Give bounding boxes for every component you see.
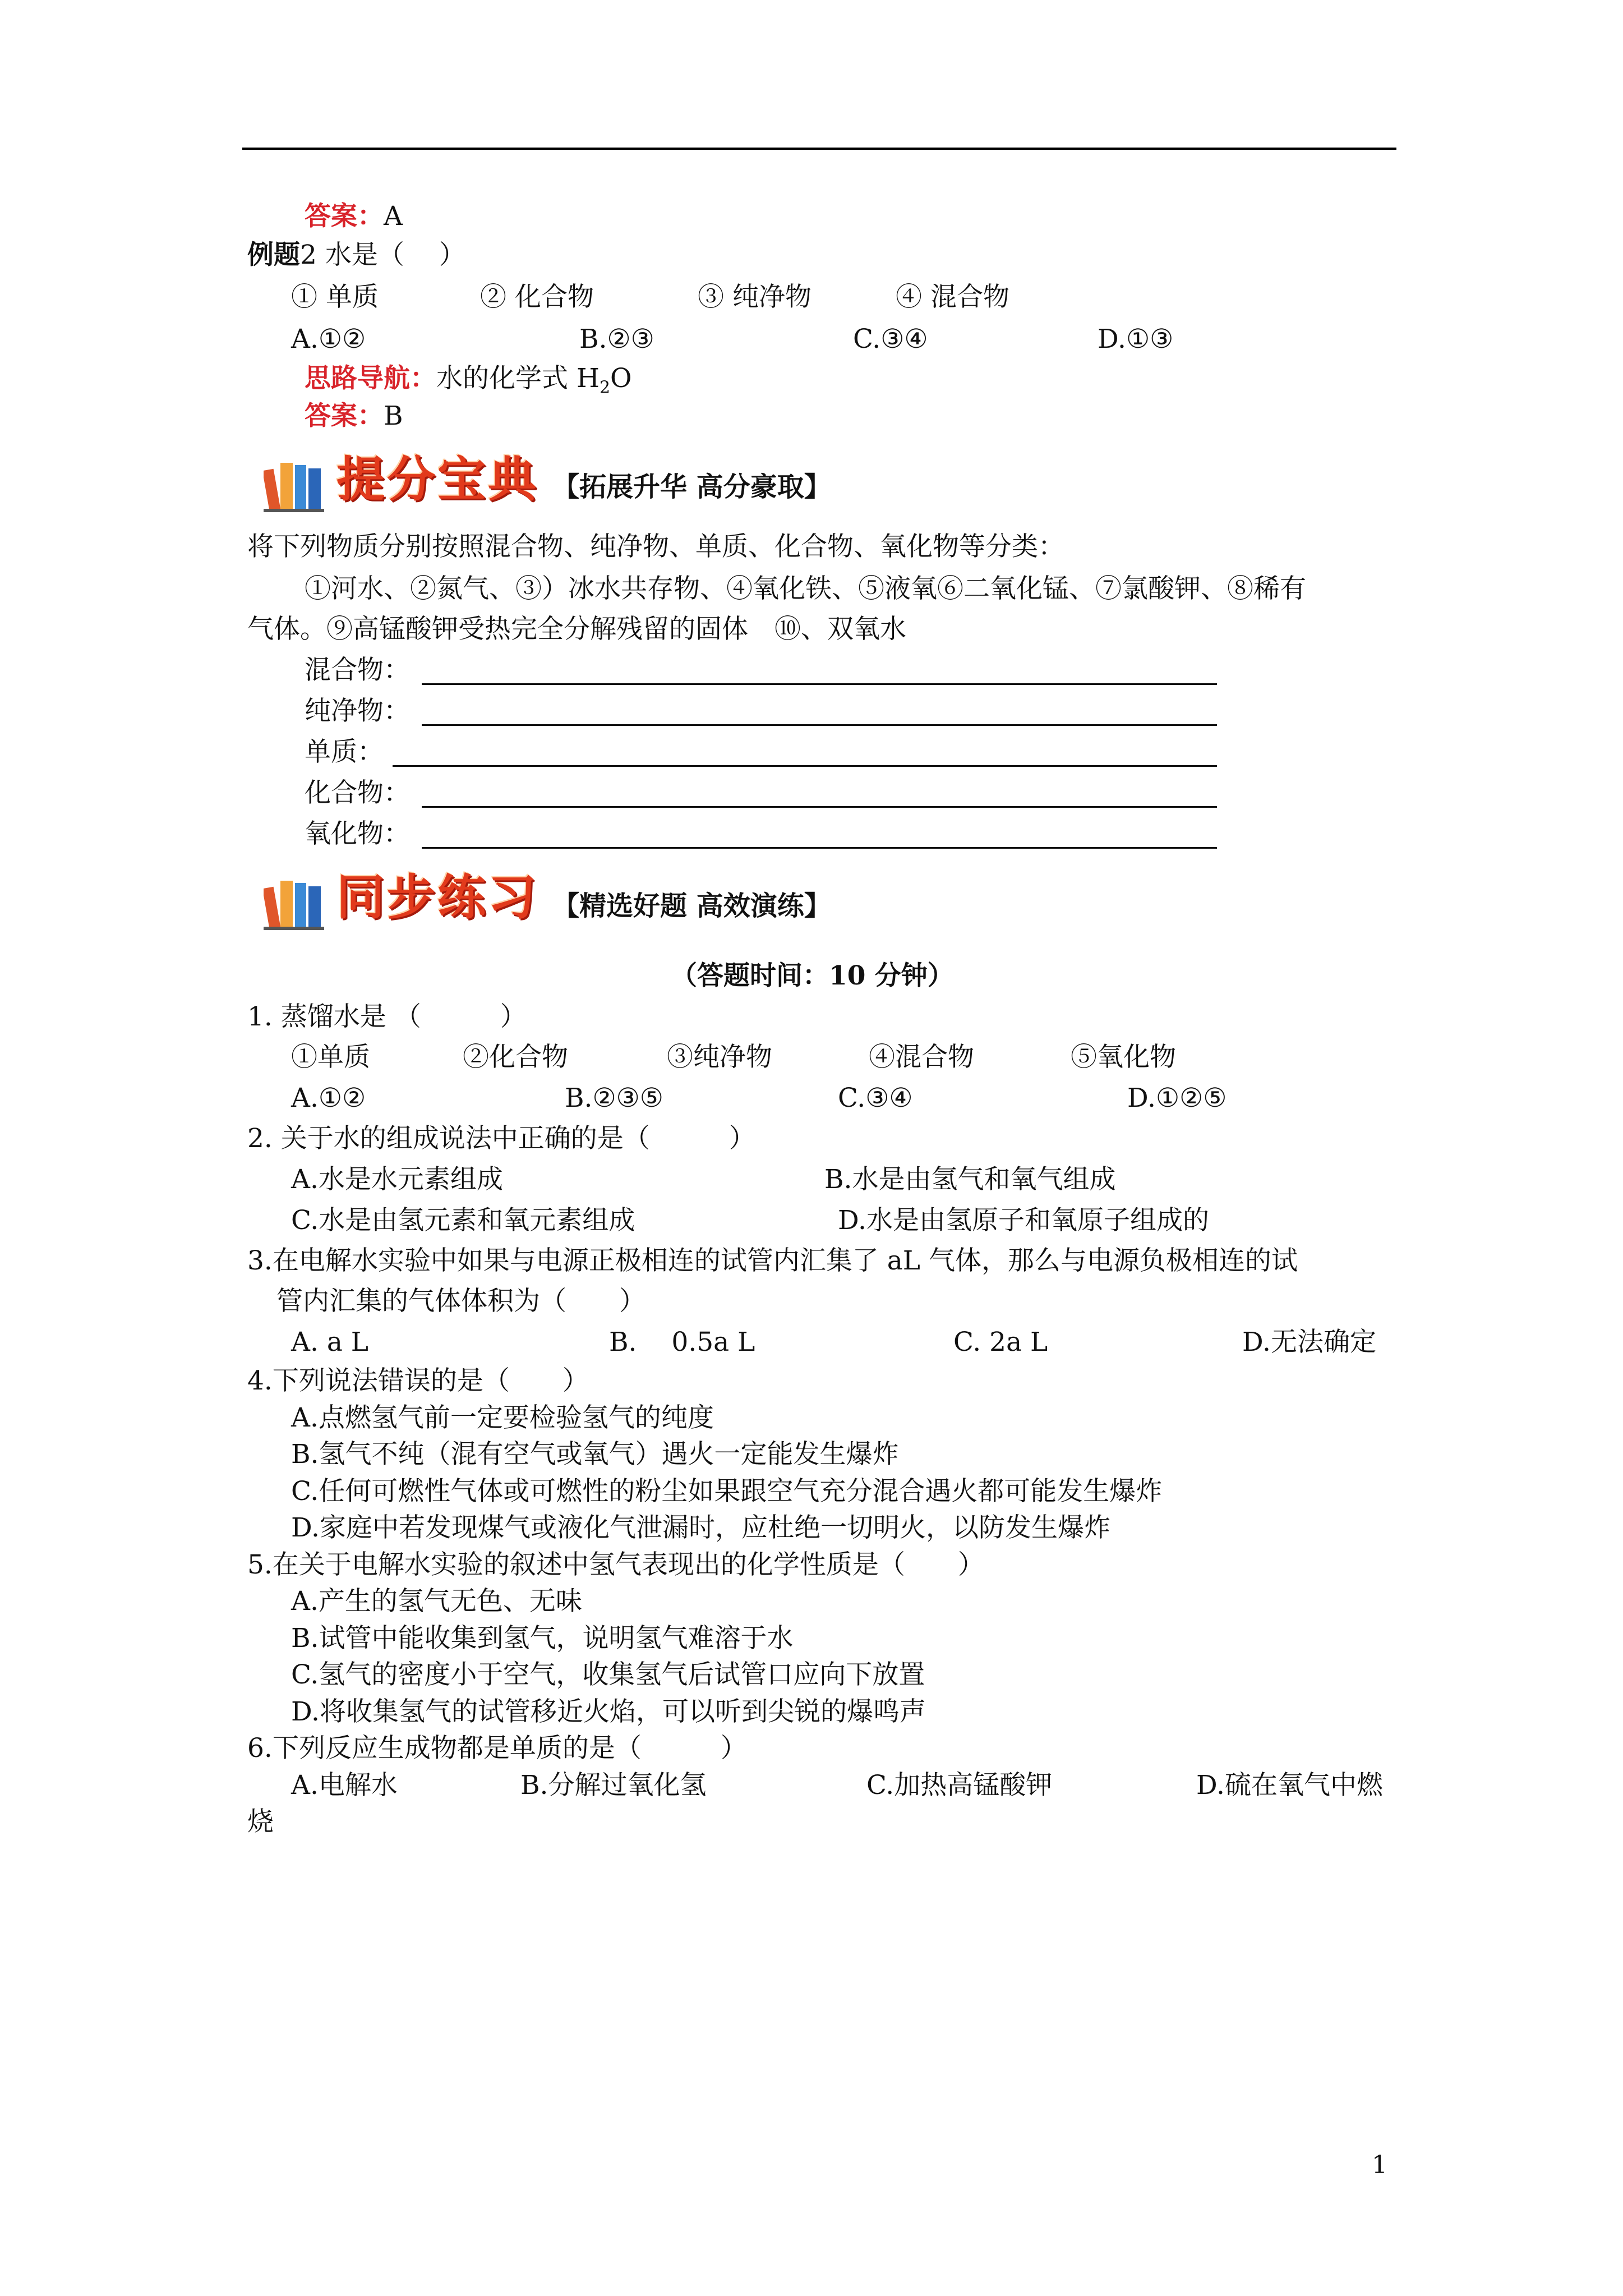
hint-text: 水的化学式 H xyxy=(436,363,600,394)
q1-choice-b: B.②③⑤ xyxy=(565,1083,663,1114)
q3-choice-b: B. 0.5a L xyxy=(609,1327,755,1358)
banner-subtitle-tongbu: 【精选好题 高效演练】 xyxy=(552,890,831,922)
q6-choice-c: C.加热高锰酸钾 xyxy=(866,1770,1053,1801)
blank-label-pure: 纯净物： xyxy=(305,696,410,726)
q1-option-3: ③纯净物 xyxy=(667,1042,772,1073)
example2-answer xyxy=(305,399,403,433)
blank-label-compound: 化合物： xyxy=(305,777,410,808)
q4-option-d: D.家庭中若发现煤气或液化气泄漏时，应杜绝一切明火，以防发生爆炸 xyxy=(291,1512,1110,1543)
q4-option-a: A.点燃氢气前一定要检验氢气的纯度 xyxy=(291,1402,714,1433)
q4-option-c: C.任何可燃性气体或可燃性的粉尘如果跟空气充分混合遇火都可能发生爆炸 xyxy=(291,1476,1163,1507)
q1-choice-a: A.①② xyxy=(291,1083,366,1114)
answer-blank-compound[interactable] xyxy=(422,806,1217,808)
answer-value: A xyxy=(384,201,403,232)
q1-option-1: ①单质 xyxy=(291,1042,370,1073)
q6-choice-b: B.分解过氧化氢 xyxy=(520,1770,707,1801)
example2-option-4: ④ 混合物 xyxy=(896,282,1009,312)
hint-tail: O xyxy=(610,363,632,394)
answer-blank-element[interactable] xyxy=(393,765,1217,767)
q5-option-b: B.试管中能收集到氢气，说明氢气难溶于水 xyxy=(291,1623,794,1654)
q5-option-a: A.产生的氢气无色、无味 xyxy=(291,1586,582,1617)
example-label: 例题 xyxy=(247,240,300,270)
banner-subtitle-tifen: 【拓展升华 高分豪取】 xyxy=(552,471,831,503)
q2-choice-b: B.水是由氢气和氧气组成 xyxy=(824,1164,1116,1195)
q5-option-d: D.将收集氢气的试管移近火焰，可以听到尖锐的爆鸣声 xyxy=(291,1696,926,1727)
answer-label: 答案： xyxy=(305,201,384,232)
q1-choice-c: C.③④ xyxy=(838,1083,913,1114)
example-stem: 2 水是（ ） xyxy=(300,240,465,270)
q2-choice-c: C.水是由氢元素和氧元素组成 xyxy=(291,1205,635,1236)
q1-option-5: ⑤氧化物 xyxy=(1071,1042,1176,1073)
q1-choice-d: D.①②⑤ xyxy=(1127,1083,1227,1114)
example2-choice-b: B.②③ xyxy=(579,324,654,355)
blank-label-oxide: 氧化物： xyxy=(305,818,410,849)
q1-stem: 1. 蒸馏水是 （ ） xyxy=(247,1001,527,1032)
books-icon xyxy=(264,875,325,931)
answer-blank-mixture[interactable] xyxy=(422,683,1217,685)
q6-choice-a: A.电解水 xyxy=(291,1770,398,1801)
blank-label-element: 单质： xyxy=(305,737,384,767)
banner-title-tongbu: 同步练习 xyxy=(336,869,538,926)
q2-choice-d: D.水是由氢原子和氧原子组成的 xyxy=(838,1205,1209,1236)
q1-option-4: ④混合物 xyxy=(869,1042,974,1073)
q6-choice-d: D.硫在氧气中燃 xyxy=(1196,1770,1383,1801)
q1-option-2: ②化合物 xyxy=(463,1042,568,1073)
answer-blank-oxide[interactable] xyxy=(422,847,1217,849)
q2-stem: 2. 关于水的组成说法中正确的是（ ） xyxy=(247,1123,755,1154)
q3-choice-d: D.无法确定 xyxy=(1242,1327,1376,1358)
q3-stem-line1: 3.在电解水实验中如果与电源正极相连的试管内汇集了 aL 气体，那么与电源负极相连的试 xyxy=(247,1245,1298,1276)
example2-option-3: ③ 纯净物 xyxy=(698,282,811,312)
classify-items-line1: ①河水、②氮气、③）冰水共存物、④氧化铁、⑤液氧⑥二氧化锰、⑦氯酸钾、⑧稀有 xyxy=(305,573,1306,604)
example2-choice-d: D.①③ xyxy=(1098,324,1174,355)
example2-choice-c: C.③④ xyxy=(853,324,928,355)
q2-choice-a: A.水是水元素组成 xyxy=(291,1164,503,1195)
answer-label: 答案： xyxy=(305,401,384,431)
q4-stem: 4.下列说法错误的是（ ） xyxy=(247,1365,589,1396)
q5-stem: 5.在关于电解水实验的叙述中氢气表现出的化学性质是（ ） xyxy=(247,1549,984,1580)
page-number: 1 xyxy=(1372,2151,1387,2179)
books-icon xyxy=(264,457,325,513)
q5-option-c: C.氢气的密度小于空气，收集氢气后试管口应向下放置 xyxy=(291,1659,925,1690)
example2-choice-a: A.①② xyxy=(291,324,366,355)
hint-subscript: 2 xyxy=(599,378,611,398)
banner-title-tifen: 提分宝典 xyxy=(336,452,538,508)
q6-wrap: 烧 xyxy=(247,1806,274,1837)
example2-option-1: ① 单质 xyxy=(291,282,379,312)
example2-hint xyxy=(305,362,632,404)
answer-blank-pure[interactable] xyxy=(422,724,1217,726)
header-rule xyxy=(242,148,1396,150)
q3-stem-line2: 管内汇集的气体体积为（ ） xyxy=(276,1286,645,1317)
time-note: （答题时间：10 分钟） xyxy=(671,960,954,991)
example1-answer xyxy=(305,200,403,233)
example2-option-2: ② 化合物 xyxy=(480,282,594,312)
q6-stem: 6.下列反应生成物都是单质的是（ ） xyxy=(247,1733,747,1764)
q4-option-b: B.氢气不纯（混有空气或氧气）遇火一定能发生爆炸 xyxy=(291,1439,899,1470)
answer-value: B xyxy=(384,401,403,431)
q3-choice-c: C. 2a L xyxy=(953,1327,1048,1358)
q3-choice-a: A. a L xyxy=(291,1327,368,1358)
classify-intro: 将下列物质分别按照混合物、纯净物、单质、化合物、氧化物等分类： xyxy=(247,531,1064,562)
hint-label: 思路导航： xyxy=(305,363,436,394)
classify-items-line2: 气体。⑨高锰酸钾受热完全分解残留的固体 ⑩、双氧水 xyxy=(247,614,906,645)
blank-label-mixture: 混合物： xyxy=(305,655,410,685)
example2-title xyxy=(247,238,465,272)
